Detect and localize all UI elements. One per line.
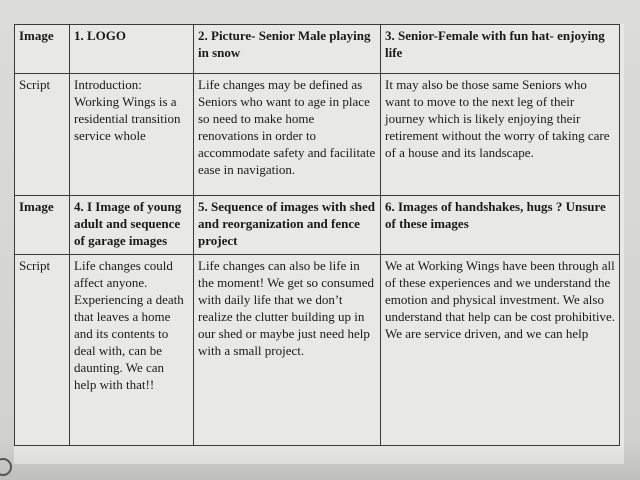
image-cell-4: 4. I Image of young adult and sequence of garage images bbox=[70, 196, 194, 255]
script-cell-6: We at Working Wings have been through all of these experiences and we understand the emotion and physical investment. We also understand that help can be cost prohibitive. We are service driven, and we can help bbox=[381, 255, 620, 446]
row-label-image: Image bbox=[15, 25, 70, 74]
row-label-script: Script bbox=[15, 74, 70, 196]
row-label-script: Script bbox=[15, 255, 70, 446]
storyboard-table bbox=[14, 24, 620, 446]
script-cell-2: Life changes may be defined as Seniors who want to age in place so need to make home renovations in order to accommodate safety and facilitate ease in navigation. bbox=[194, 74, 381, 196]
image-cell-1: 1. LOGO bbox=[70, 25, 194, 74]
image-cell-3: 3. Senior-Female with fun hat- enjoying life bbox=[381, 25, 620, 74]
row-label-image: Image bbox=[15, 196, 70, 255]
image-cell-6: 6. Images of handshakes, hugs ? Unsure of these images bbox=[381, 196, 620, 255]
image-cell-2: 2. Picture- Senior Male playing in snow bbox=[194, 25, 381, 74]
script-cell-4: Life changes could affect anyone. Experiencing a death that leaves a home and its contents to deal with, can be daunting. We can help with that!! bbox=[70, 255, 194, 446]
script-cell-1: Introduction: Working Wings is a residential transition service whole bbox=[70, 74, 194, 196]
script-cell-5: Life changes can also be life in the moment! We get so consumed with daily life that we don’t realize the clutter building up in our shed or maybe just need help with a small project. bbox=[194, 255, 381, 446]
table-row-image-1 bbox=[15, 25, 620, 74]
table-row-image-2 bbox=[15, 196, 620, 255]
table-row-script-1 bbox=[15, 74, 620, 196]
script-cell-3: It may also be those same Seniors who want to move to the next leg of their journey which is likely enjoying their retirement without the worry of taking care of a house and its landscape. bbox=[381, 74, 620, 196]
table-row-script-2 bbox=[15, 255, 620, 446]
image-cell-5: 5. Sequence of images with shed and reorganization and fence project bbox=[194, 196, 381, 255]
